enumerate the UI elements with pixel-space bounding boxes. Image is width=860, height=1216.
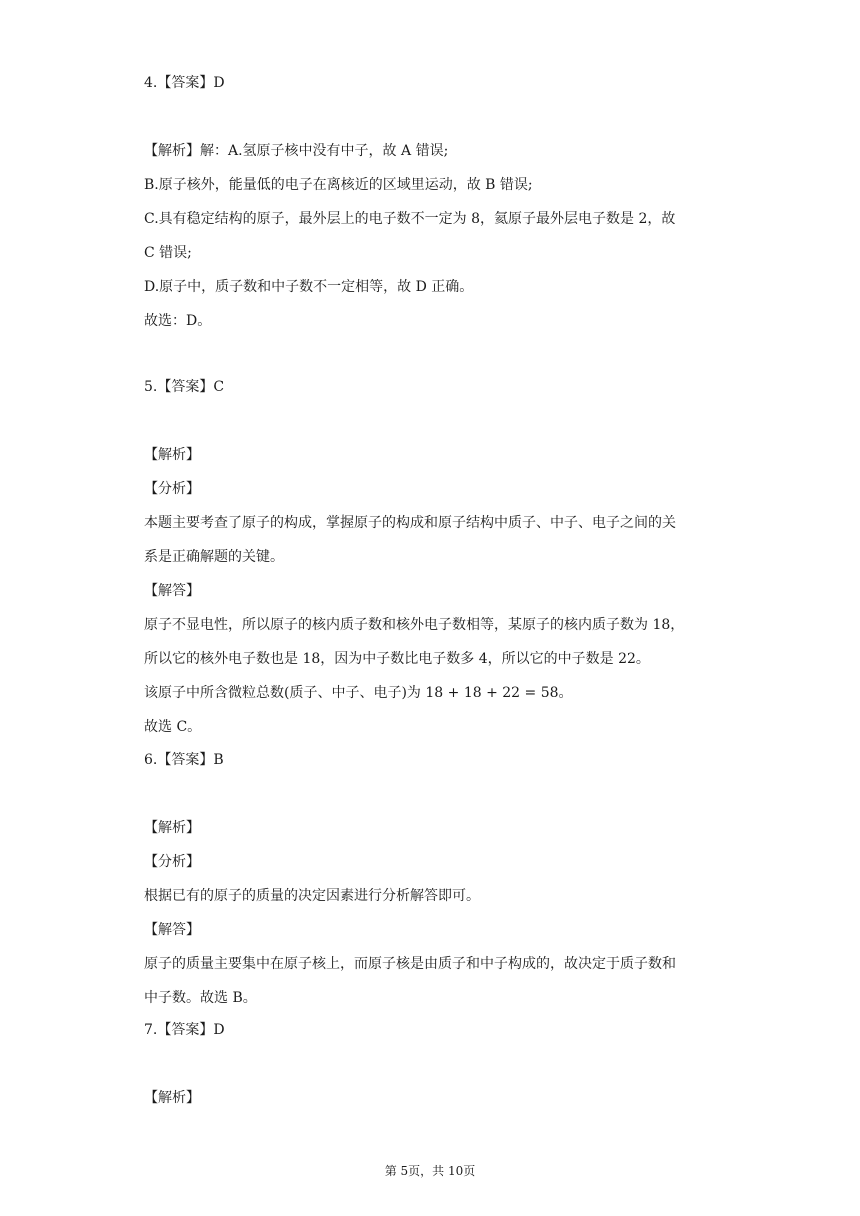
analysis-4-line-4: C 错误; [144, 245, 192, 261]
analysis-5-jieda-label: 【解答】 [144, 583, 200, 599]
page-footer: 第 5页，共 10页 [384, 1164, 476, 1178]
analysis-6-solution-2: 中子数。故选 B。 [144, 990, 257, 1006]
analysis-5-fenxi-label: 【分析】 [144, 481, 200, 497]
analysis-6-fenxi-label: 【分析】 [144, 854, 200, 870]
answer-4-heading: 4.【答案】D [144, 75, 225, 91]
analysis-4-conclusion: 故选：D。 [144, 313, 212, 329]
analysis-6-jieda-label: 【解答】 [144, 922, 200, 938]
analysis-5-solution-1: 原子不显电性，所以原子的核内质子数和核外电子数相等，某原子的核内质子数为 18， [144, 617, 685, 633]
analysis-6-label: 【解析】 [144, 820, 200, 836]
answer-6-heading: 6.【答案】B [144, 752, 224, 768]
analysis-6-solution-1: 原子的质量主要集中在原子核上，而原子核是由质子和中子构成的，故决定于质子数和 [144, 956, 676, 972]
analysis-5-text-1: 本题主要考查了原子的构成，掌握原子的构成和原子结构中质子、中子、电子之间的关 [144, 515, 676, 531]
analysis-4-line-1: 【解析】解：A.氢原子核中没有中子，故 A 错误; [144, 143, 449, 159]
analysis-5-label: 【解析】 [144, 447, 200, 463]
answer-5-heading: 5.【答案】C [144, 379, 225, 395]
analysis-6-text-1: 根据已有的原子的质量的决定因素进行分析解答即可。 [144, 888, 480, 904]
analysis-4-line-3: C.具有稳定结构的原子，最外层上的电子数不一定为 8，氦原子最外层电子数是 2，故 [144, 211, 676, 227]
analysis-4-line-5: D.原子中，质子数和中子数不一定相等，故 D 正确。 [144, 279, 474, 295]
analysis-5-solution-2: 所以它的核外电子数也是 18，因为中子数比电子数多 4，所以它的中子数是 22。 [144, 651, 650, 667]
analysis-5-text-2: 系是正确解题的关键。 [144, 549, 284, 565]
analysis-7-label: 【解析】 [144, 1090, 200, 1106]
answer-7-heading: 7.【答案】D [144, 1022, 225, 1038]
analysis-4-line-2: B.原子核外，能量低的电子在离核近的区域里运动，故 B 错误; [144, 177, 533, 193]
analysis-5-conclusion: 故选 C。 [144, 719, 202, 735]
analysis-5-solution-3: 该原子中所含微粒总数(质子、中子、电子)为 18 + 18 + 22 = 58。 [144, 685, 573, 701]
